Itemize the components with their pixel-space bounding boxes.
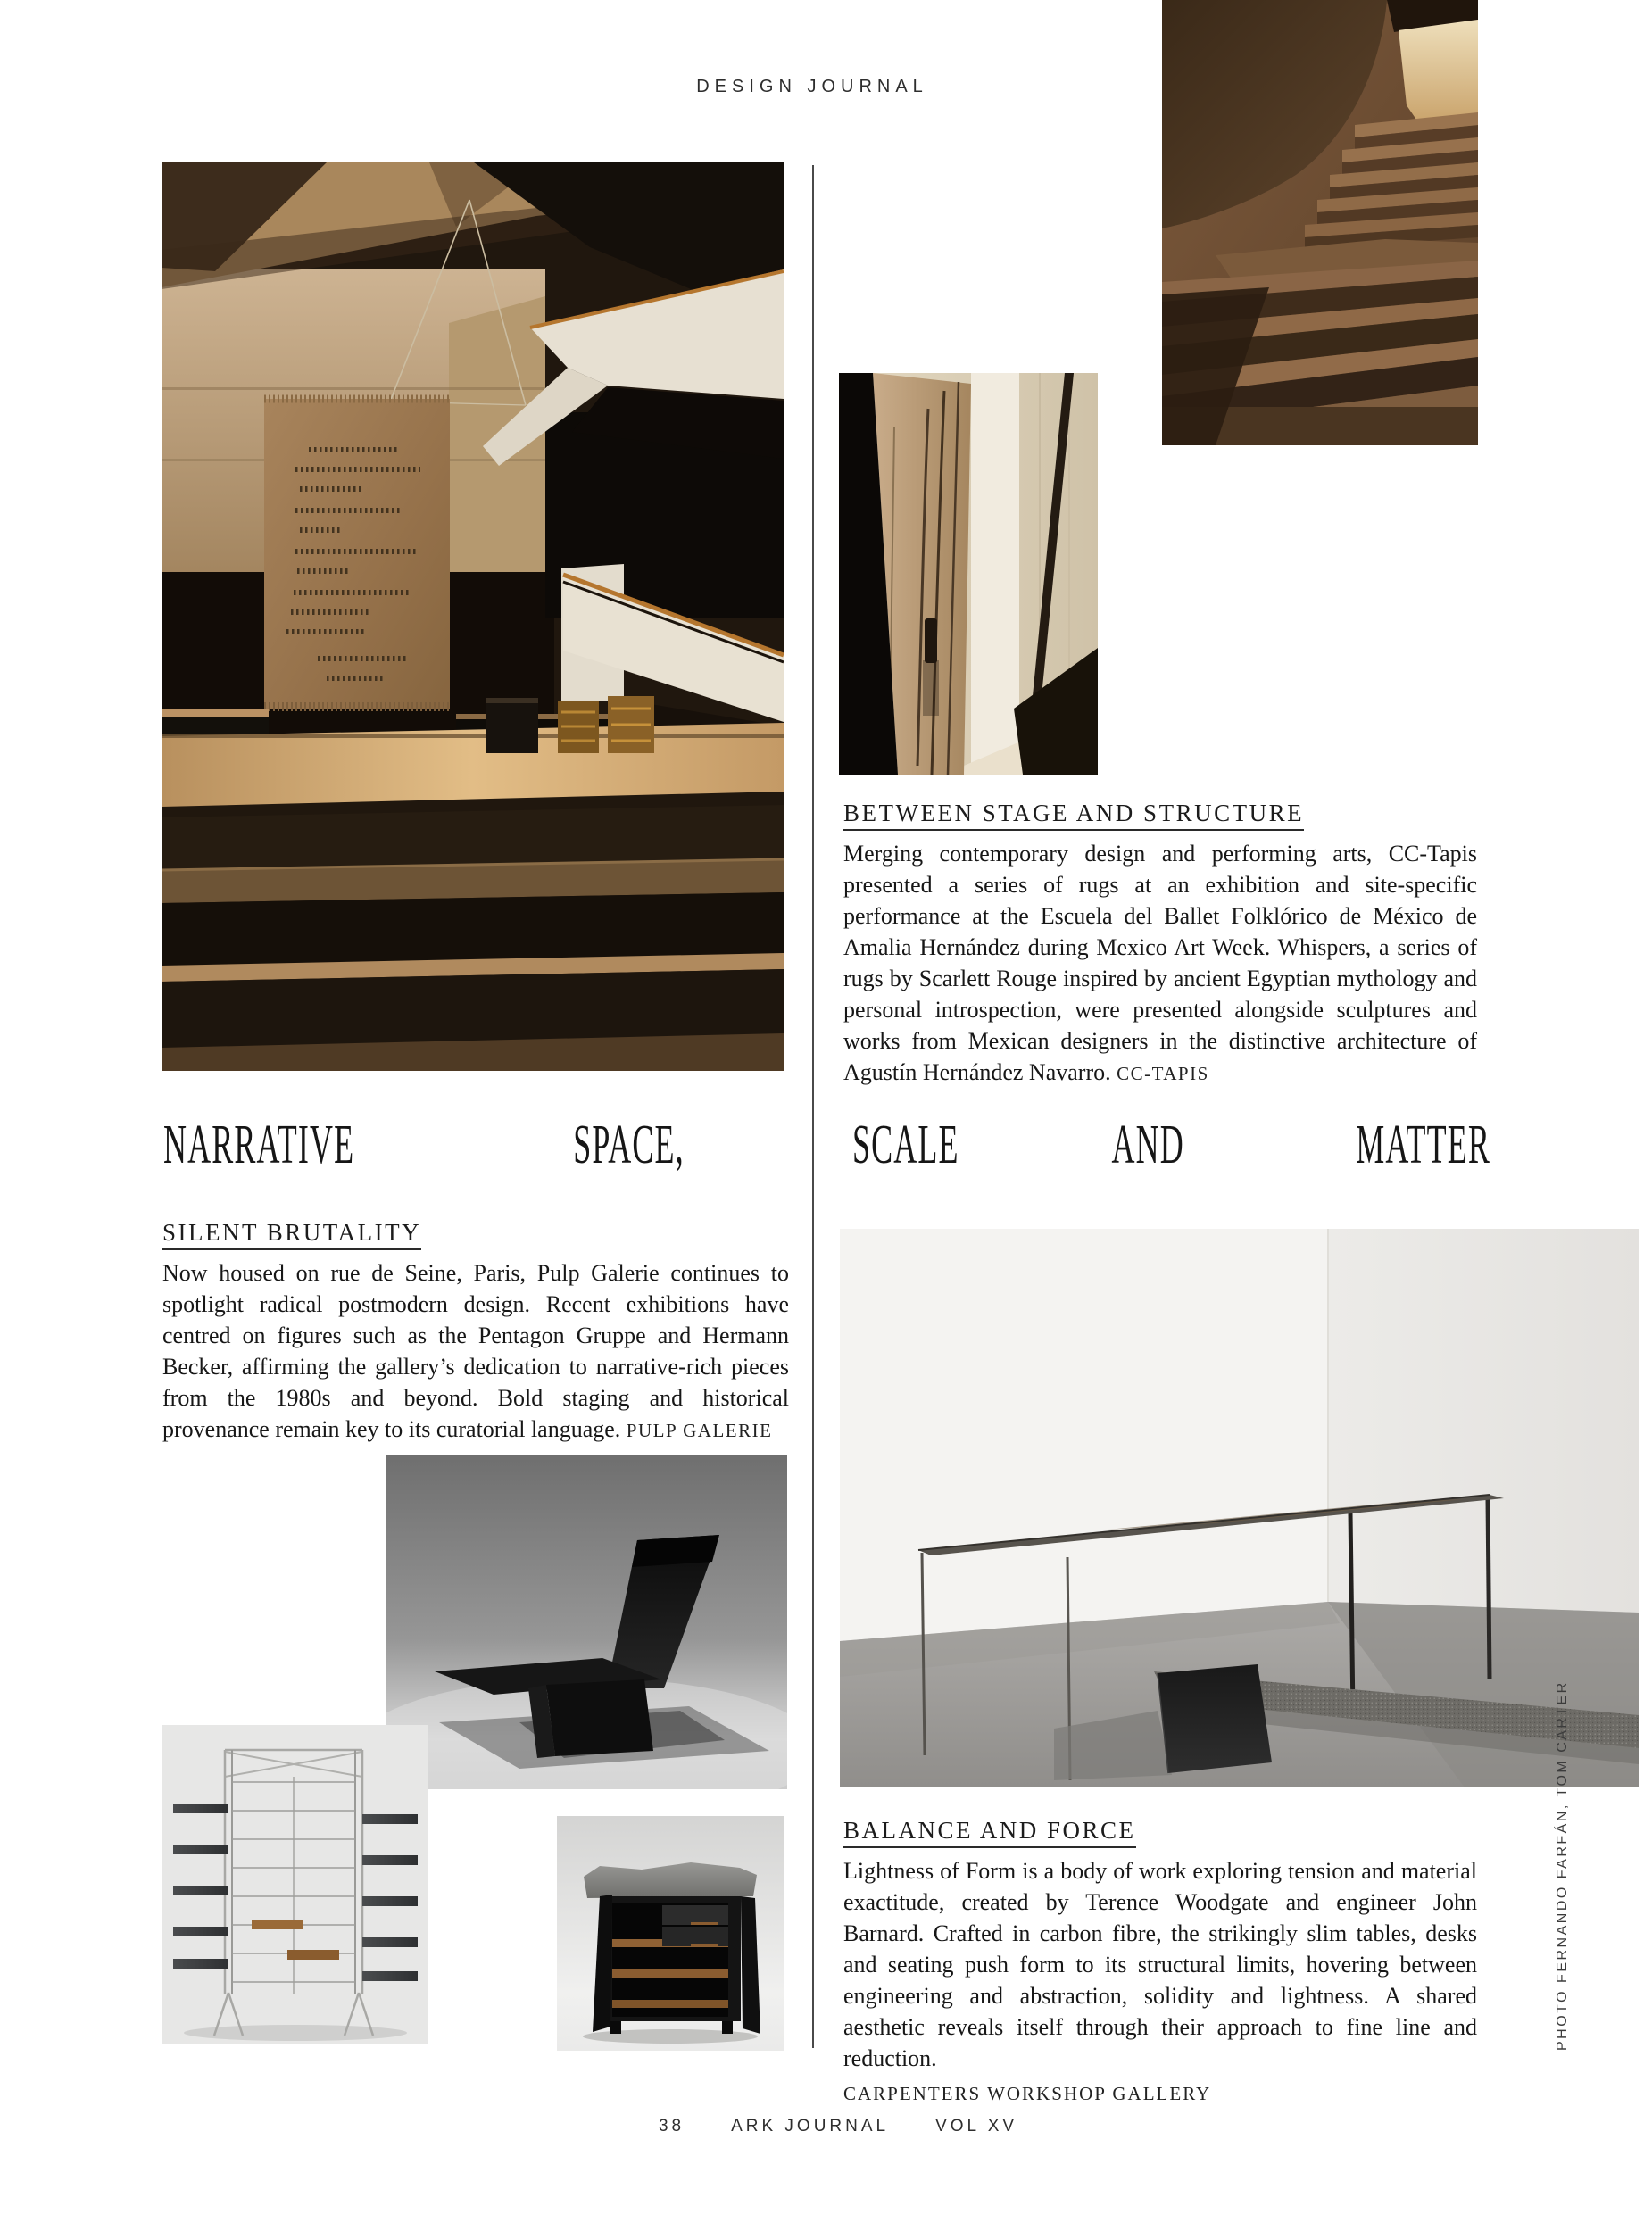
photo-shelf-tower	[162, 1725, 428, 2044]
article-title: SILENT BRUTALITY	[162, 1219, 789, 1247]
article-body: Lightness of Form is a body of work exploring tension and material exactitude, created by Terence Woodgate and engineer John Barnard. Crafted in carbon fibre, the strikingly slim tables, desks and seating push form to its structural limits, hovering between engineering and abstraction, solidity and lightness. A shared aesthetic reveals itself through their approach to fine line and reduction.	[843, 1858, 1477, 2071]
photo-brown-stairwell	[1162, 0, 1478, 445]
article-credit: PULP GALERIE	[626, 1420, 773, 1441]
article-credit: CC-TAPIS	[1117, 1063, 1209, 1084]
shelf-illustration	[162, 1725, 428, 2044]
article-title: BALANCE AND FORCE	[843, 1817, 1477, 1845]
headline-word: AND	[1110, 1115, 1184, 1175]
headline-word: SCALE	[852, 1115, 959, 1175]
article-body: Merging contemporary design and performing arts, CC-Tapis presented a series of rugs at an exhibition and site-specific performance at the Escuela del Ballet Folklórico de México de Amalia Hernández during Mexico Art Week. Whispers, a series of rugs by Scarlett Rouge inspired by ancient Egyptian mythology and personal introspection, were presented alongside sculptures and works from Mexican designers in the distinctive architecture of Agustín Hernández Navarro. CC-TAPIS	[843, 841, 1477, 1085]
headline-right	[852, 1115, 1490, 1175]
page-header: DESIGN JOURNAL	[696, 77, 928, 96]
tables-illustration	[840, 1229, 1639, 1787]
article-silent-brutality	[162, 1219, 789, 1447]
headline-left	[163, 1115, 685, 1175]
interior-illustration	[162, 162, 784, 1071]
photo-black-chair	[386, 1455, 787, 1789]
photo-interior-rug-stairs	[162, 162, 784, 1071]
headline-word: MATTER	[1356, 1115, 1490, 1175]
chair-illustration	[386, 1455, 787, 1789]
photo-black-cabinet	[557, 1816, 784, 2051]
article-body: Now housed on rue de Seine, Paris, Pulp Galerie continues to spotlight radical postmodern design. Recent exhibitions have centred on figures such as the Pentagon Gruppe and Hermann Becker, affirming the gallery’s dedication to narrative-rich pieces from the 1980s and beyond. Bold staging and historical provenance remain key to its curatorial language. PULP GALERIE	[162, 1260, 789, 1442]
headline-word: NARRATIVE	[163, 1115, 355, 1175]
volume-label: VOL XV	[935, 2117, 1018, 2135]
cabinet-illustration	[557, 1816, 784, 2051]
page-footer	[0, 2117, 1652, 2136]
hanging-rug	[264, 399, 450, 709]
article-between-stage	[843, 800, 1477, 1090]
concrete-illustration	[839, 373, 1098, 775]
photo-concrete-detail	[839, 373, 1098, 775]
column-divider-rule	[812, 165, 814, 2048]
photo-credit-vertical: PHOTO FERNANDO FARFÁN, TOM CARTER	[1555, 1680, 1570, 2052]
photo-carbon-tables	[840, 1229, 1639, 1787]
glass-vases	[486, 696, 654, 753]
article-credit: CARPENTERS WORKSHOP GALLERY	[843, 2083, 1212, 2104]
journal-name: ARK JOURNAL	[731, 2117, 890, 2135]
article-title: BETWEEN STAGE AND STRUCTURE	[843, 800, 1477, 827]
page-number: 38	[658, 2117, 685, 2135]
article-balance-force	[843, 1817, 1477, 2105]
stairwell-illustration	[1162, 0, 1478, 445]
headline-word: SPACE,	[573, 1115, 685, 1175]
